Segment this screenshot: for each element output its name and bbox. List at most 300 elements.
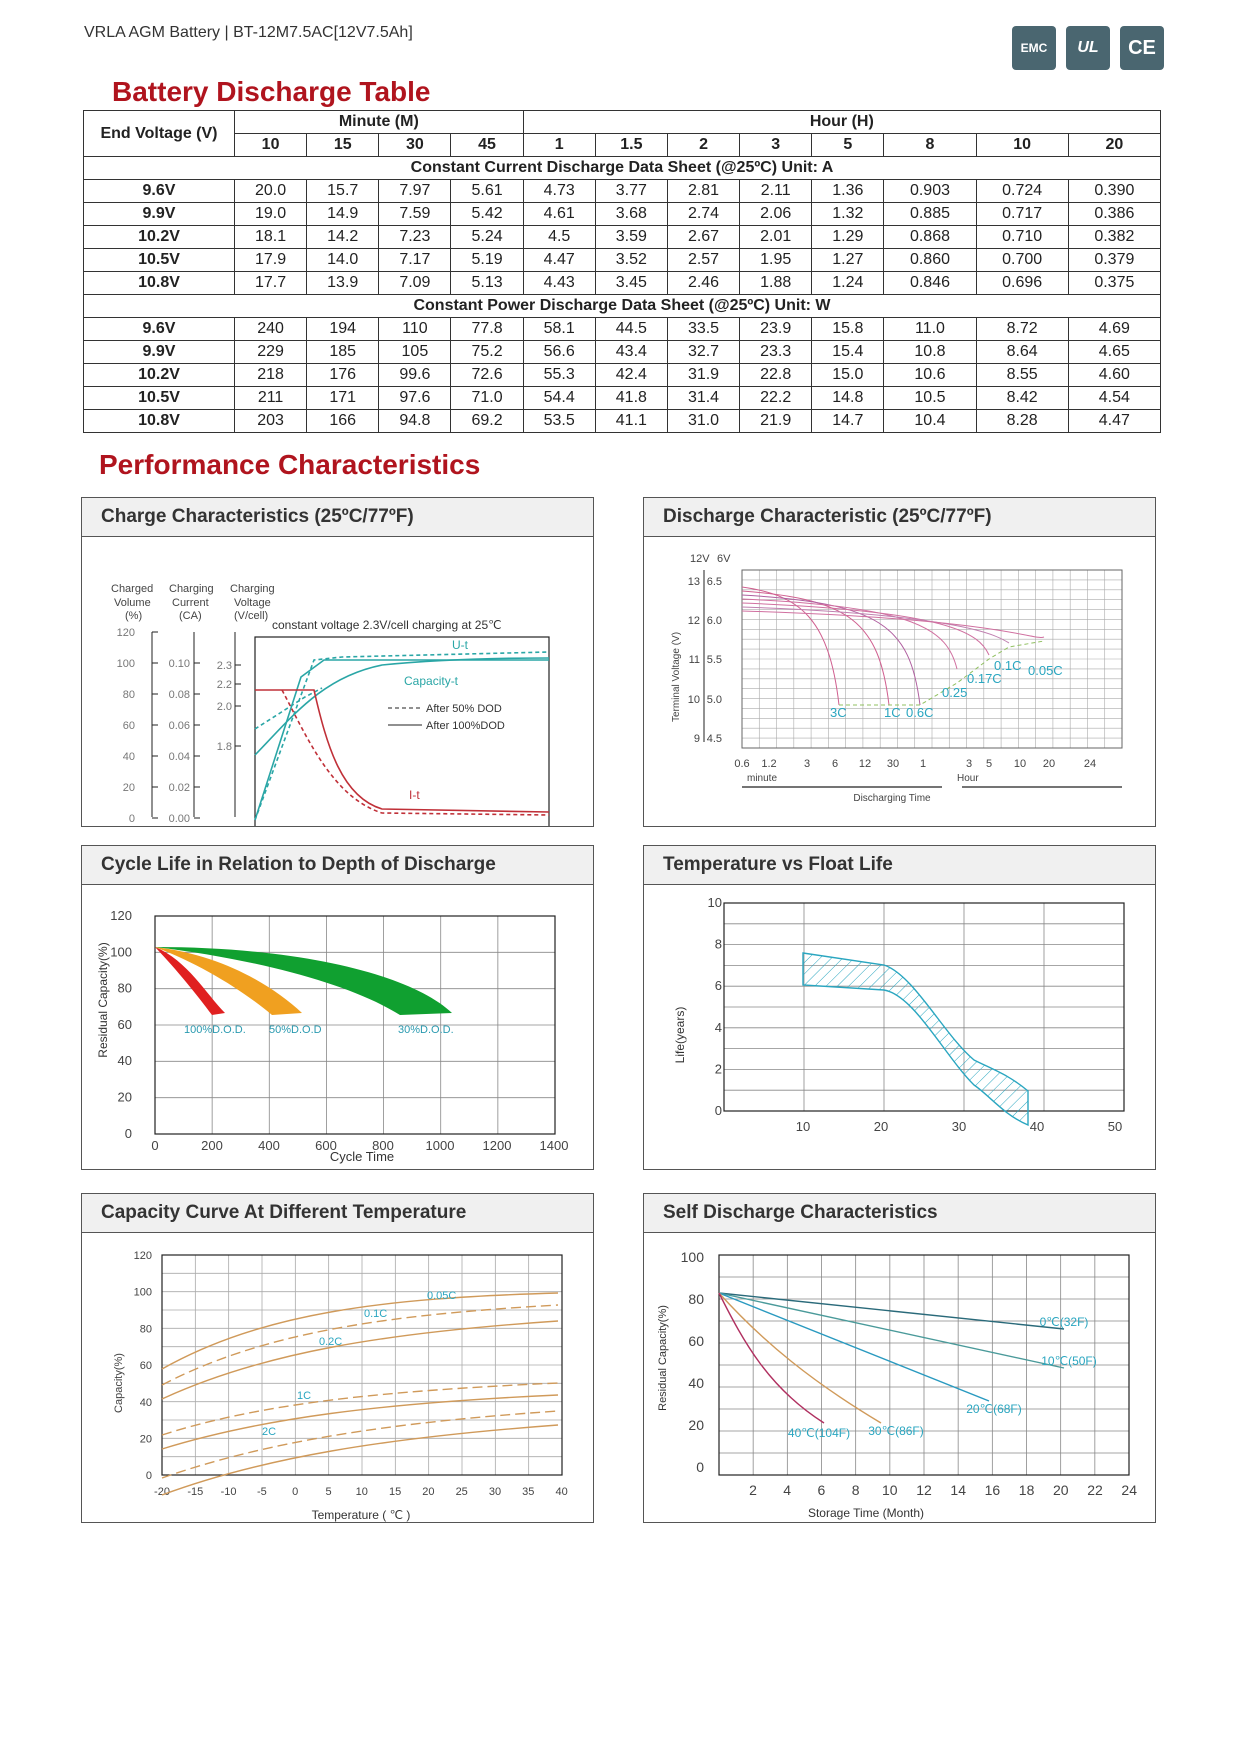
value-cell: 10.4 — [884, 410, 976, 433]
minute-label: minute — [747, 773, 778, 784]
tick-label: 22 — [1087, 1482, 1103, 1498]
value-cell: 4.5 — [523, 226, 595, 249]
charge-chart — [82, 537, 593, 826]
value-cell: 8.72 — [976, 318, 1068, 341]
charge-characteristics-panel — [81, 497, 594, 827]
self-discharge-panel — [643, 1193, 1156, 1523]
value-cell: 14.8 — [812, 387, 884, 410]
tick-label: 3 — [803, 758, 811, 770]
label-2c: 2C — [262, 1426, 277, 1438]
tick-label: 10 — [795, 1119, 811, 1134]
value-cell: 10.6 — [884, 364, 976, 387]
value-cell: 1.24 — [812, 272, 884, 295]
tick-label: 6 — [817, 1482, 826, 1498]
value-cell: 4.69 — [1068, 318, 1160, 341]
tick-label: 9 — [693, 733, 700, 745]
value-cell: 4.43 — [523, 272, 595, 295]
value-cell: 21.9 — [740, 410, 812, 433]
ce-icon: CE — [1120, 26, 1164, 70]
value-cell: 176 — [307, 364, 379, 387]
value-cell: 31.0 — [667, 410, 739, 433]
tick-label: 5 — [985, 758, 993, 770]
y-axis-label: Residual Capacity(%) — [657, 1305, 669, 1411]
tick-label: 40 — [1029, 1119, 1045, 1134]
value-cell: 3.52 — [595, 249, 667, 272]
certification-icons — [1012, 26, 1164, 70]
tick-label: 0.08 — [168, 689, 190, 701]
tick-label: 1200 — [482, 1138, 512, 1153]
value-cell: 31.4 — [667, 387, 739, 410]
value-cell: 14.9 — [307, 203, 379, 226]
value-cell: 0.885 — [884, 203, 976, 226]
value-cell: 2.06 — [740, 203, 812, 226]
table-row — [84, 249, 1161, 272]
tick-label: 120 — [110, 908, 132, 923]
curve-30c — [719, 1293, 881, 1423]
tick-label: 10 — [687, 694, 700, 706]
end-voltage-cell: 10.8V — [84, 410, 235, 433]
tick-label: 30 — [886, 758, 900, 770]
capacity-curve-50 — [255, 688, 322, 729]
value-cell: 7.23 — [379, 226, 451, 249]
value-cell: 42.4 — [595, 364, 667, 387]
value-cell: 0.717 — [976, 203, 1068, 226]
value-cell: 15.0 — [812, 364, 884, 387]
minute-header: Minute (M) — [235, 111, 524, 134]
end-voltage-cell: 10.2V — [84, 364, 235, 387]
discharge-table — [83, 110, 1161, 433]
value-cell: 2.11 — [740, 180, 812, 203]
tick-label: 6 — [714, 978, 722, 994]
value-cell: 97.6 — [379, 387, 451, 410]
legend-after100: After 100%DOD — [426, 720, 505, 732]
vt-label: U-t — [452, 638, 468, 652]
capacity-temperature-panel — [81, 1193, 594, 1523]
tick-label: 60 — [117, 1016, 132, 1032]
value-cell: 99.6 — [379, 364, 451, 387]
value-cell: 10.5 — [884, 387, 976, 410]
tick-label: -5 — [257, 1486, 267, 1498]
value-cell: 3.45 — [595, 272, 667, 295]
value-cell: 4.65 — [1068, 341, 1160, 364]
tick-label: 0.6 — [734, 758, 750, 770]
value-cell: 8.28 — [976, 410, 1068, 433]
tick-label: 40 — [122, 751, 135, 763]
tick-label: 2.0 — [216, 701, 232, 713]
col-header-5: 1.5 — [595, 134, 667, 157]
tick-label: 0 — [696, 1459, 704, 1475]
value-cell: 0.860 — [884, 249, 976, 272]
x-axis-label: Temperature ( ℃ ) — [311, 1508, 411, 1522]
value-cell: 32.7 — [667, 341, 739, 364]
legend-after50: After 50% DOD — [426, 703, 502, 715]
tick-label: 20 — [688, 1417, 704, 1433]
value-cell: 19.0 — [235, 203, 307, 226]
value-cell: 185 — [307, 341, 379, 364]
value-cell: 1.27 — [812, 249, 884, 272]
tick-label: 1000 — [425, 1138, 455, 1153]
tick-label: 10 — [1013, 758, 1027, 770]
value-cell: 0.390 — [1068, 180, 1160, 203]
tick-label: 0 — [128, 813, 135, 825]
tick-label: 200 — [201, 1138, 223, 1153]
tick-label: 6 — [831, 758, 839, 770]
y-header-12v: 12V — [690, 553, 710, 565]
tick-label: 20 — [1042, 758, 1056, 770]
tick-label: 0 — [292, 1486, 299, 1498]
label-0-2c: 0.2C — [319, 1336, 343, 1348]
tick-label: 400 — [258, 1138, 280, 1153]
value-cell: 13.9 — [307, 272, 379, 295]
tick-label: 40 — [139, 1396, 152, 1409]
tick-label: 11 — [688, 654, 700, 666]
value-cell: 0.846 — [884, 272, 976, 295]
end-voltage-header: End Voltage (V) — [84, 111, 235, 157]
value-cell: 7.59 — [379, 203, 451, 226]
tick-label: 800 — [372, 1138, 394, 1153]
value-cell: 14.0 — [307, 249, 379, 272]
end-voltage-cell: 10.5V — [84, 249, 235, 272]
tick-label: 100 — [680, 1249, 704, 1265]
col-header-3: 45 — [451, 134, 523, 157]
panel-title: Self Discharge Characteristics — [644, 1194, 1155, 1233]
value-cell: 14.7 — [812, 410, 884, 433]
tick-label: 0 — [151, 1138, 159, 1153]
discharge-characteristic-panel — [643, 497, 1156, 827]
value-cell: 2.57 — [667, 249, 739, 272]
tick-label: 600 — [315, 1138, 337, 1153]
tick-label: 40 — [555, 1486, 568, 1498]
value-cell: 8.55 — [976, 364, 1068, 387]
value-cell: 56.6 — [523, 341, 595, 364]
tick-label: 10 — [707, 895, 722, 910]
value-cell: 4.73 — [523, 180, 595, 203]
tick-label: 80 — [688, 1291, 704, 1307]
capacity-curve — [255, 658, 549, 755]
tick-label: 8 — [851, 1482, 860, 1498]
value-cell: 22.8 — [740, 364, 812, 387]
curve-10c — [719, 1293, 1064, 1368]
end-voltage-cell: 10.8V — [84, 272, 235, 295]
label-10c: 10℃(50F) — [1041, 1354, 1097, 1368]
tick-label: 13 — [687, 576, 700, 588]
tick-label: 1.2 — [761, 758, 777, 770]
end-voltage-cell: 9.9V — [84, 203, 235, 226]
value-cell: 14.2 — [307, 226, 379, 249]
tick-label: 5.5 — [706, 654, 722, 666]
end-voltage-cell: 9.6V — [84, 318, 235, 341]
col-header-1: 15 — [307, 134, 379, 157]
value-cell: 54.4 — [523, 387, 595, 410]
value-cell: 69.2 — [451, 410, 523, 433]
charge-note: constant voltage 2.3V/cell charging at 25℃ — [272, 618, 502, 632]
curve-label: 0.05C — [1028, 663, 1063, 678]
y-axis-label: Residual Capacity(%) — [96, 942, 110, 1058]
value-cell: 203 — [235, 410, 307, 433]
col-header: Volume — [114, 597, 151, 609]
tick-label: 5.0 — [706, 694, 722, 706]
table-row — [84, 180, 1161, 203]
end-voltage-cell: 10.2V — [84, 226, 235, 249]
y-axis-label: Capacity(%) — [113, 1353, 125, 1413]
tick-label: 20 — [117, 1089, 132, 1105]
tick-label: 3 — [965, 758, 973, 770]
value-cell: 11.0 — [884, 318, 976, 341]
value-cell: 0.696 — [976, 272, 1068, 295]
value-cell: 0.379 — [1068, 249, 1160, 272]
label-30c: 30℃(86F) — [868, 1424, 924, 1438]
tick-label: 24 — [1121, 1482, 1137, 1498]
self-discharge-chart — [644, 1233, 1155, 1522]
voltage-curve-50 — [255, 652, 549, 820]
value-cell: 0.724 — [976, 180, 1068, 203]
value-cell: 5.13 — [451, 272, 523, 295]
value-cell: 0.386 — [1068, 203, 1160, 226]
tick-label: 4 — [783, 1482, 792, 1498]
value-cell: 1.88 — [740, 272, 812, 295]
sheet-label: Constant Power Discharge Data Sheet (@25ºC) Unit: W — [84, 295, 1161, 318]
value-cell: 22.2 — [740, 387, 812, 410]
tick-label: 60 — [139, 1360, 152, 1373]
voltage-curve-100 — [255, 660, 549, 820]
table-row — [84, 226, 1161, 249]
col-header: Charged — [111, 583, 154, 595]
tick-label: 2.2 — [216, 679, 232, 691]
curve-2c — [162, 1411, 558, 1478]
dod-50-label: 50%D.O.D — [269, 1024, 322, 1036]
value-cell: 3.68 — [595, 203, 667, 226]
tick-label: 4.5 — [706, 733, 722, 745]
tick-label: 30 — [951, 1119, 967, 1134]
value-cell: 72.6 — [451, 364, 523, 387]
float-life-band — [803, 953, 1028, 1125]
value-cell: 194 — [307, 318, 379, 341]
value-cell: 0.700 — [976, 249, 1068, 272]
cycle-life-panel — [81, 845, 594, 1170]
curve-0c — [719, 1293, 1064, 1329]
curve-label: 3C — [830, 705, 847, 720]
tick-label: 24 — [1083, 758, 1097, 770]
value-cell: 71.0 — [451, 387, 523, 410]
performance-title: Performance Characteristics — [99, 449, 481, 480]
label-0-05c: 0.05C — [427, 1290, 457, 1302]
table-row — [84, 203, 1161, 226]
tick-label: 80 — [139, 1323, 152, 1336]
curve-label: 0.6C — [906, 705, 934, 720]
tick-label: 20 — [1053, 1482, 1069, 1498]
tick-label: 2.3 — [216, 660, 232, 672]
value-cell: 15.7 — [307, 180, 379, 203]
panel-title: Temperature vs Float Life — [644, 846, 1155, 885]
tick-label: -15 — [187, 1486, 204, 1498]
x-axis-label: Discharging Time — [853, 793, 931, 804]
label-0-1c: 0.1C — [364, 1308, 388, 1320]
value-cell: 171 — [307, 387, 379, 410]
value-cell: 17.9 — [235, 249, 307, 272]
plot-frame — [255, 637, 549, 826]
col-header: (CA) — [179, 610, 202, 622]
dod-100-label: 100%D.O.D. — [184, 1024, 246, 1036]
label-40c: 40℃(104F) — [787, 1426, 851, 1440]
tick-label: 20 — [873, 1119, 889, 1134]
end-voltage-cell: 9.6V — [84, 180, 235, 203]
panel-title: Discharge Characteristic (25ºC/77ºF) — [644, 498, 1155, 537]
value-cell: 23.3 — [740, 341, 812, 364]
capacity-temperature-chart — [82, 1233, 593, 1522]
value-cell: 2.74 — [667, 203, 739, 226]
col-header-0: 10 — [235, 134, 307, 157]
tick-label: 12 — [687, 615, 700, 627]
discharge-chart — [644, 537, 1155, 826]
curve-label: 1C — [884, 705, 901, 720]
product-header: VRLA AGM Battery | BT-12M7.5AC[12V7.5Ah] — [84, 24, 413, 41]
value-cell: 2.46 — [667, 272, 739, 295]
tick-label: 20 — [139, 1433, 152, 1446]
tick-label: 0 — [124, 1125, 132, 1141]
tick-label: -10 — [220, 1486, 237, 1498]
tick-label: 8 — [714, 936, 722, 952]
value-cell: 0.868 — [884, 226, 976, 249]
discharge-table-title: Battery Discharge Table — [112, 76, 431, 107]
table-row — [84, 272, 1161, 295]
value-cell: 4.54 — [1068, 387, 1160, 410]
tick-label: 2 — [749, 1482, 757, 1498]
label-0c: 0℃(32F) — [1039, 1315, 1089, 1329]
tick-label: 1 — [919, 758, 927, 770]
tick-label: 10 — [355, 1486, 368, 1498]
value-cell: 2.01 — [740, 226, 812, 249]
table-row — [84, 318, 1161, 341]
tick-label: 1.8 — [216, 741, 232, 753]
value-cell: 41.1 — [595, 410, 667, 433]
value-cell: 1.32 — [812, 203, 884, 226]
col-header: Charging — [230, 583, 275, 595]
value-cell: 20.0 — [235, 180, 307, 203]
value-cell: 1.95 — [740, 249, 812, 272]
col-header: Charging — [169, 583, 214, 595]
value-cell: 53.5 — [523, 410, 595, 433]
value-cell: 1.36 — [812, 180, 884, 203]
tick-label: 80 — [117, 980, 132, 996]
hour-header: Hour (H) — [523, 111, 1160, 134]
tick-label: 120 — [116, 627, 135, 639]
value-cell: 94.8 — [379, 410, 451, 433]
table-row — [84, 364, 1161, 387]
value-cell: 8.64 — [976, 341, 1068, 364]
table-row — [84, 341, 1161, 364]
col-header: (%) — [125, 610, 143, 622]
tick-label: 60 — [688, 1333, 704, 1349]
value-cell: 110 — [379, 318, 451, 341]
it-label: I-t — [409, 788, 420, 802]
tick-label: -20 — [154, 1486, 170, 1498]
tick-label: 35 — [522, 1486, 535, 1498]
tick-label: 120 — [133, 1250, 152, 1262]
label-1c: 1C — [297, 1390, 312, 1402]
tick-label: 6.5 — [706, 576, 722, 588]
table-row — [84, 387, 1161, 410]
tick-label: 80 — [122, 689, 135, 701]
tick-label: 100 — [110, 944, 132, 960]
value-cell: 44.5 — [595, 318, 667, 341]
col-header-6: 2 — [667, 134, 739, 157]
value-cell: 0.382 — [1068, 226, 1160, 249]
tick-label: 2 — [714, 1061, 722, 1077]
panel-title: Capacity Curve At Different Temperature — [82, 1194, 593, 1233]
tick-label: 40 — [117, 1053, 132, 1069]
tick-label: 50 — [1107, 1119, 1123, 1134]
ems-certificate-icon: EMC — [1012, 26, 1056, 70]
table-row — [84, 410, 1161, 433]
end-voltage-cell: 9.9V — [84, 341, 235, 364]
x-axis-label: Cycle Time — [329, 1149, 395, 1164]
tick-label: 20 — [122, 782, 135, 794]
value-cell: 7.17 — [379, 249, 451, 272]
curve-label: 0.25 — [942, 685, 968, 700]
tick-label: 40 — [688, 1375, 704, 1391]
col-header-4: 1 — [523, 134, 595, 157]
value-cell: 15.4 — [812, 341, 884, 364]
value-cell: 4.47 — [1068, 410, 1160, 433]
value-cell: 5.19 — [451, 249, 523, 272]
y-axis-label: Terminal Voltage (V) — [671, 631, 682, 723]
value-cell: 1.29 — [812, 226, 884, 249]
value-cell: 58.1 — [523, 318, 595, 341]
tick-label: 4 — [714, 1019, 722, 1035]
tick-label: 15 — [388, 1486, 402, 1498]
value-cell: 31.9 — [667, 364, 739, 387]
col-header-9: 8 — [884, 134, 976, 157]
col-header-10: 10 — [976, 134, 1068, 157]
tick-label: 0.04 — [168, 751, 190, 763]
tick-label: 14 — [950, 1482, 966, 1498]
tick-label: 0.10 — [168, 658, 190, 670]
tick-label: 0.02 — [168, 782, 190, 794]
value-cell: 7.09 — [379, 272, 451, 295]
value-cell: 0.710 — [976, 226, 1068, 249]
tick-label: 100 — [133, 1286, 152, 1299]
value-cell: 15.8 — [812, 318, 884, 341]
hour-label: Hour — [957, 773, 979, 784]
value-cell: 166 — [307, 410, 379, 433]
float-life-panel — [643, 845, 1156, 1170]
curve-0-05c — [162, 1293, 558, 1369]
value-cell: 218 — [235, 364, 307, 387]
sheet-label: Constant Current Discharge Data Sheet (@25ºC) Unit: A — [84, 157, 1161, 180]
value-cell: 2.67 — [667, 226, 739, 249]
value-cell: 5.24 — [451, 226, 523, 249]
value-cell: 3.59 — [595, 226, 667, 249]
value-cell: 5.61 — [451, 180, 523, 203]
col-header-11: 20 — [1068, 134, 1160, 157]
value-cell: 2.81 — [667, 180, 739, 203]
y-axis-label: Life(years) — [673, 1006, 687, 1064]
tick-label: 0 — [714, 1103, 722, 1118]
value-cell: 0.903 — [884, 180, 976, 203]
tick-label: 18 — [1018, 1482, 1035, 1498]
value-cell: 0.375 — [1068, 272, 1160, 295]
x-axis-label: Storage Time (Month) — [807, 1506, 925, 1520]
value-cell: 77.8 — [451, 318, 523, 341]
tick-label: 10 — [882, 1482, 898, 1498]
curve-20c — [719, 1293, 989, 1401]
tick-label: 0.00 — [168, 813, 190, 825]
value-cell: 41.8 — [595, 387, 667, 410]
value-cell: 75.2 — [451, 341, 523, 364]
panel-title: Cycle Life in Relation to Depth of Discharge — [82, 846, 593, 885]
value-cell: 4.61 — [523, 203, 595, 226]
tick-label: 12 — [858, 758, 872, 770]
